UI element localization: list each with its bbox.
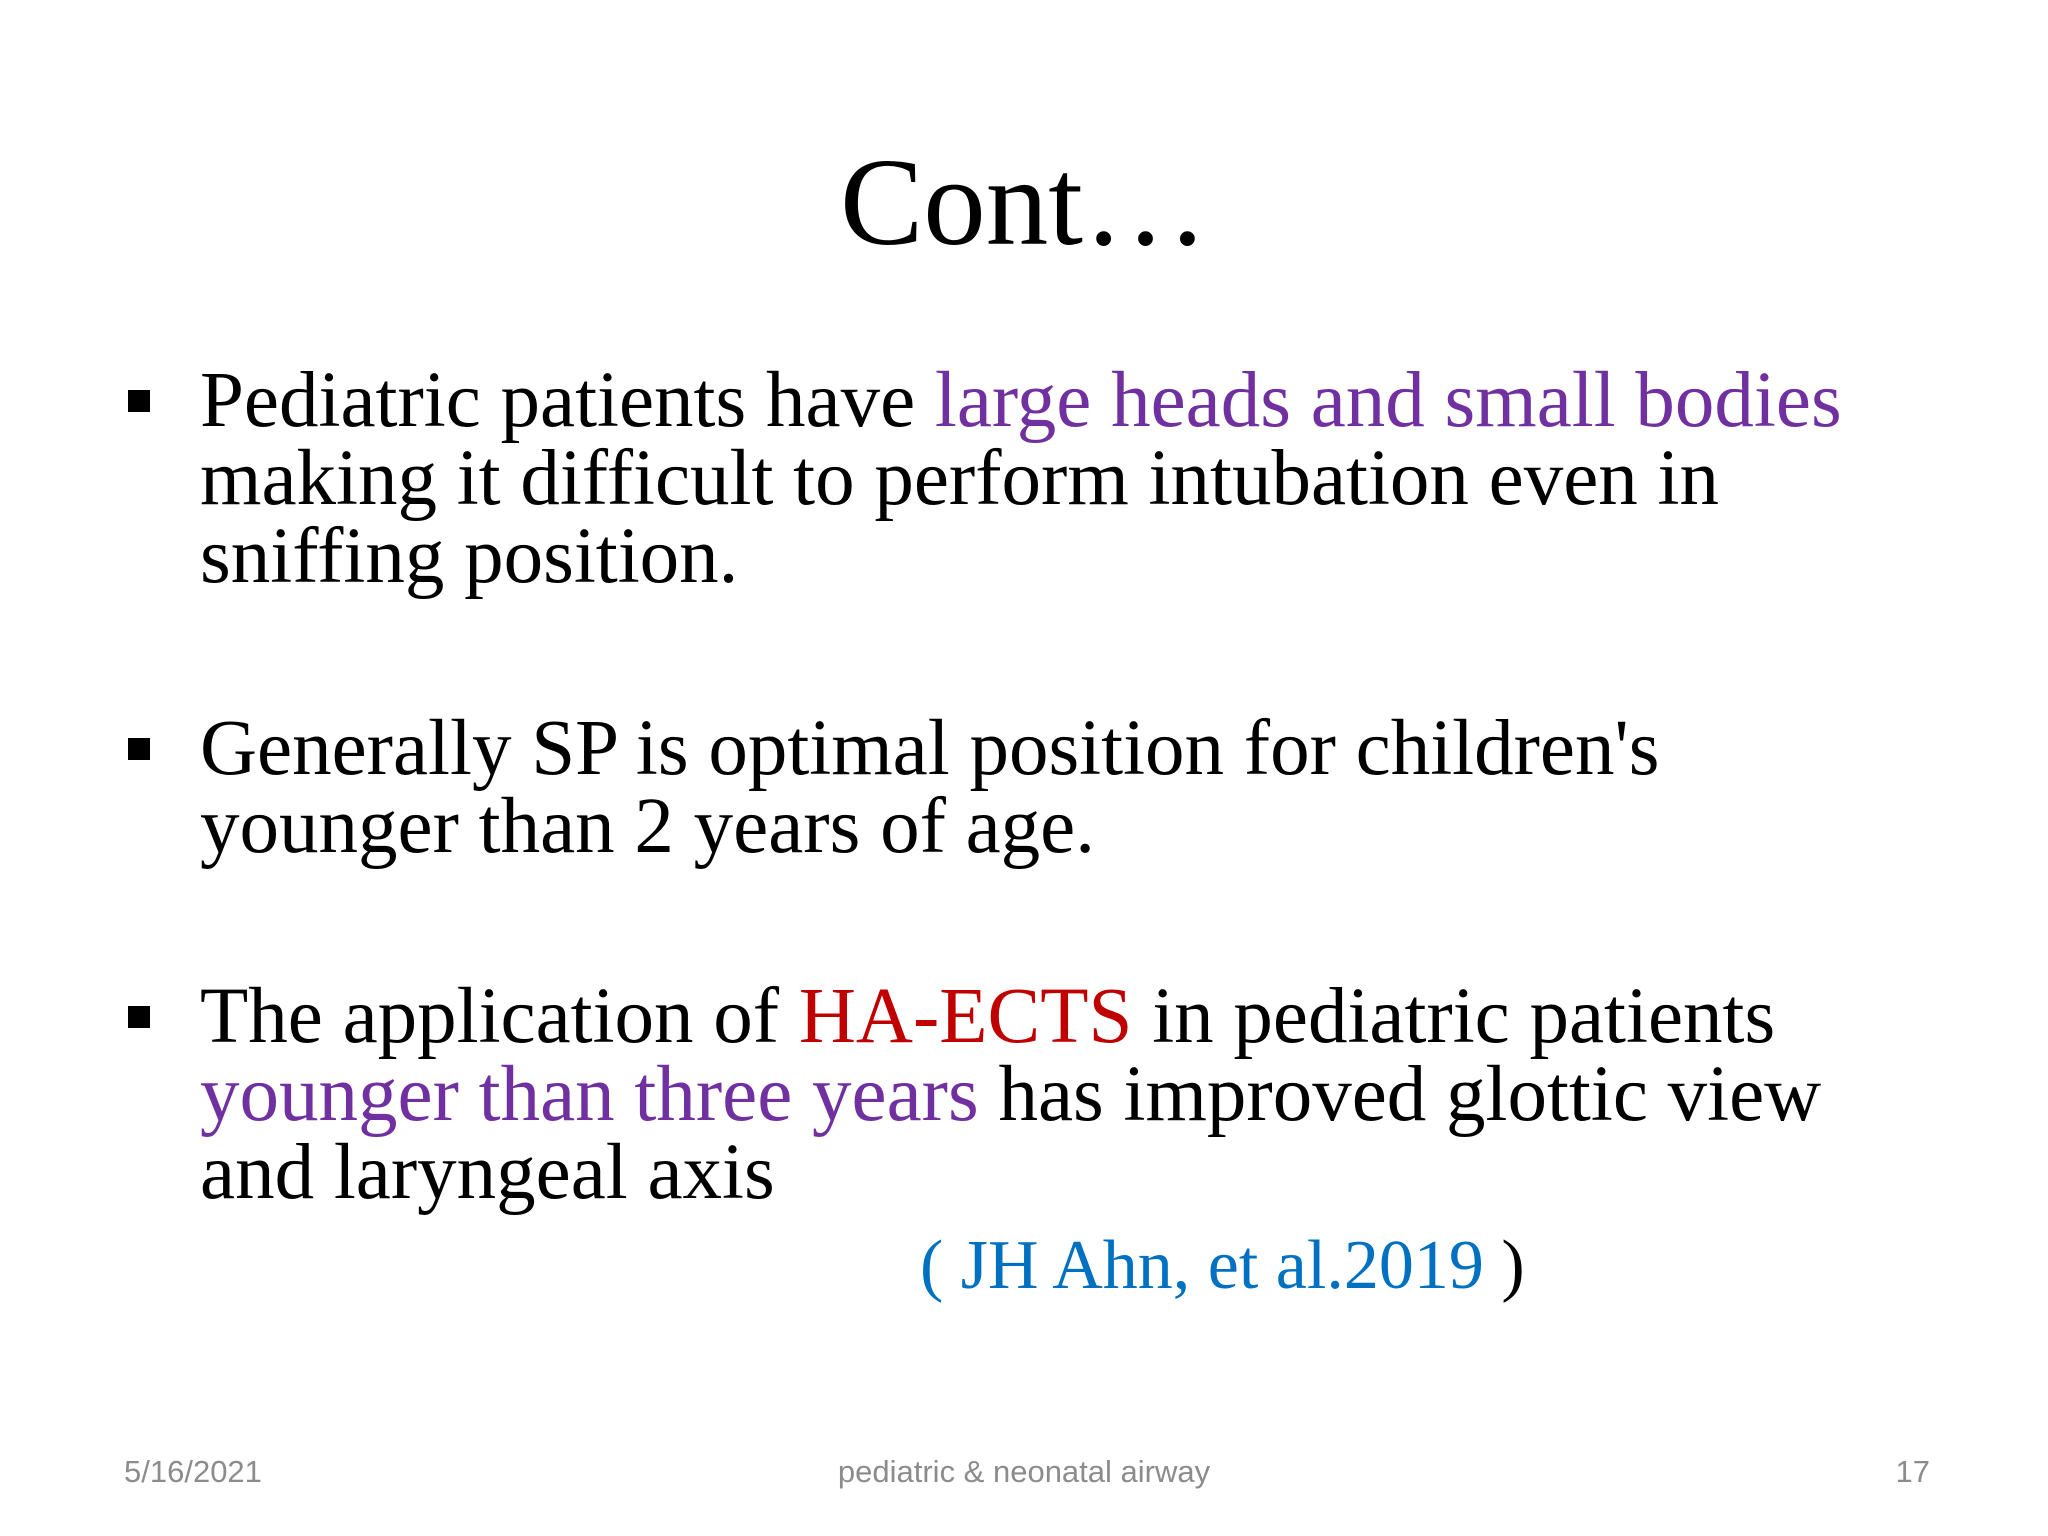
square-bullet-icon	[128, 390, 150, 412]
bullet-3-highlight-red: HA-ECTS	[798, 973, 1133, 1060]
square-bullet-icon	[128, 1006, 150, 1028]
citation-reference: ( JH Ahn, et al.2019	[920, 1227, 1484, 1304]
bullet-item-1	[200, 357, 1900, 600]
bullet-2-text: Generally SP is optimal position for children's younger than 2 years of age.	[200, 705, 1660, 870]
bullet-item-2	[200, 705, 1900, 870]
bullet-3-text-a: The application of	[200, 973, 799, 1060]
footer-title: pediatric & neonatal airway	[837, 1454, 1211, 1489]
bullet-1-text-a: Pediatric patients have	[200, 357, 935, 444]
bullet-3-text-c: in pediatric patients	[1132, 973, 1776, 1060]
bullet-3-text-e: has improved glottic view and laryngeal axis	[200, 1051, 1822, 1216]
bullet-3-highlight-purple: younger than three years	[200, 1051, 979, 1138]
bullet-item-3	[200, 973, 1900, 1216]
citation-close: )	[1483, 1227, 1525, 1304]
slide-title: Cont…	[839, 134, 1209, 272]
citation	[920, 1224, 1525, 1308]
footer-date: 5/16/2021	[124, 1454, 262, 1489]
bullet-1-text-c: making it difficult to perform intubation even in sniffing position.	[200, 435, 1719, 600]
bullet-1-highlight: large heads and small bodies	[934, 357, 1842, 444]
footer-page-number: 17	[1895, 1454, 1930, 1489]
square-bullet-icon	[128, 738, 150, 760]
